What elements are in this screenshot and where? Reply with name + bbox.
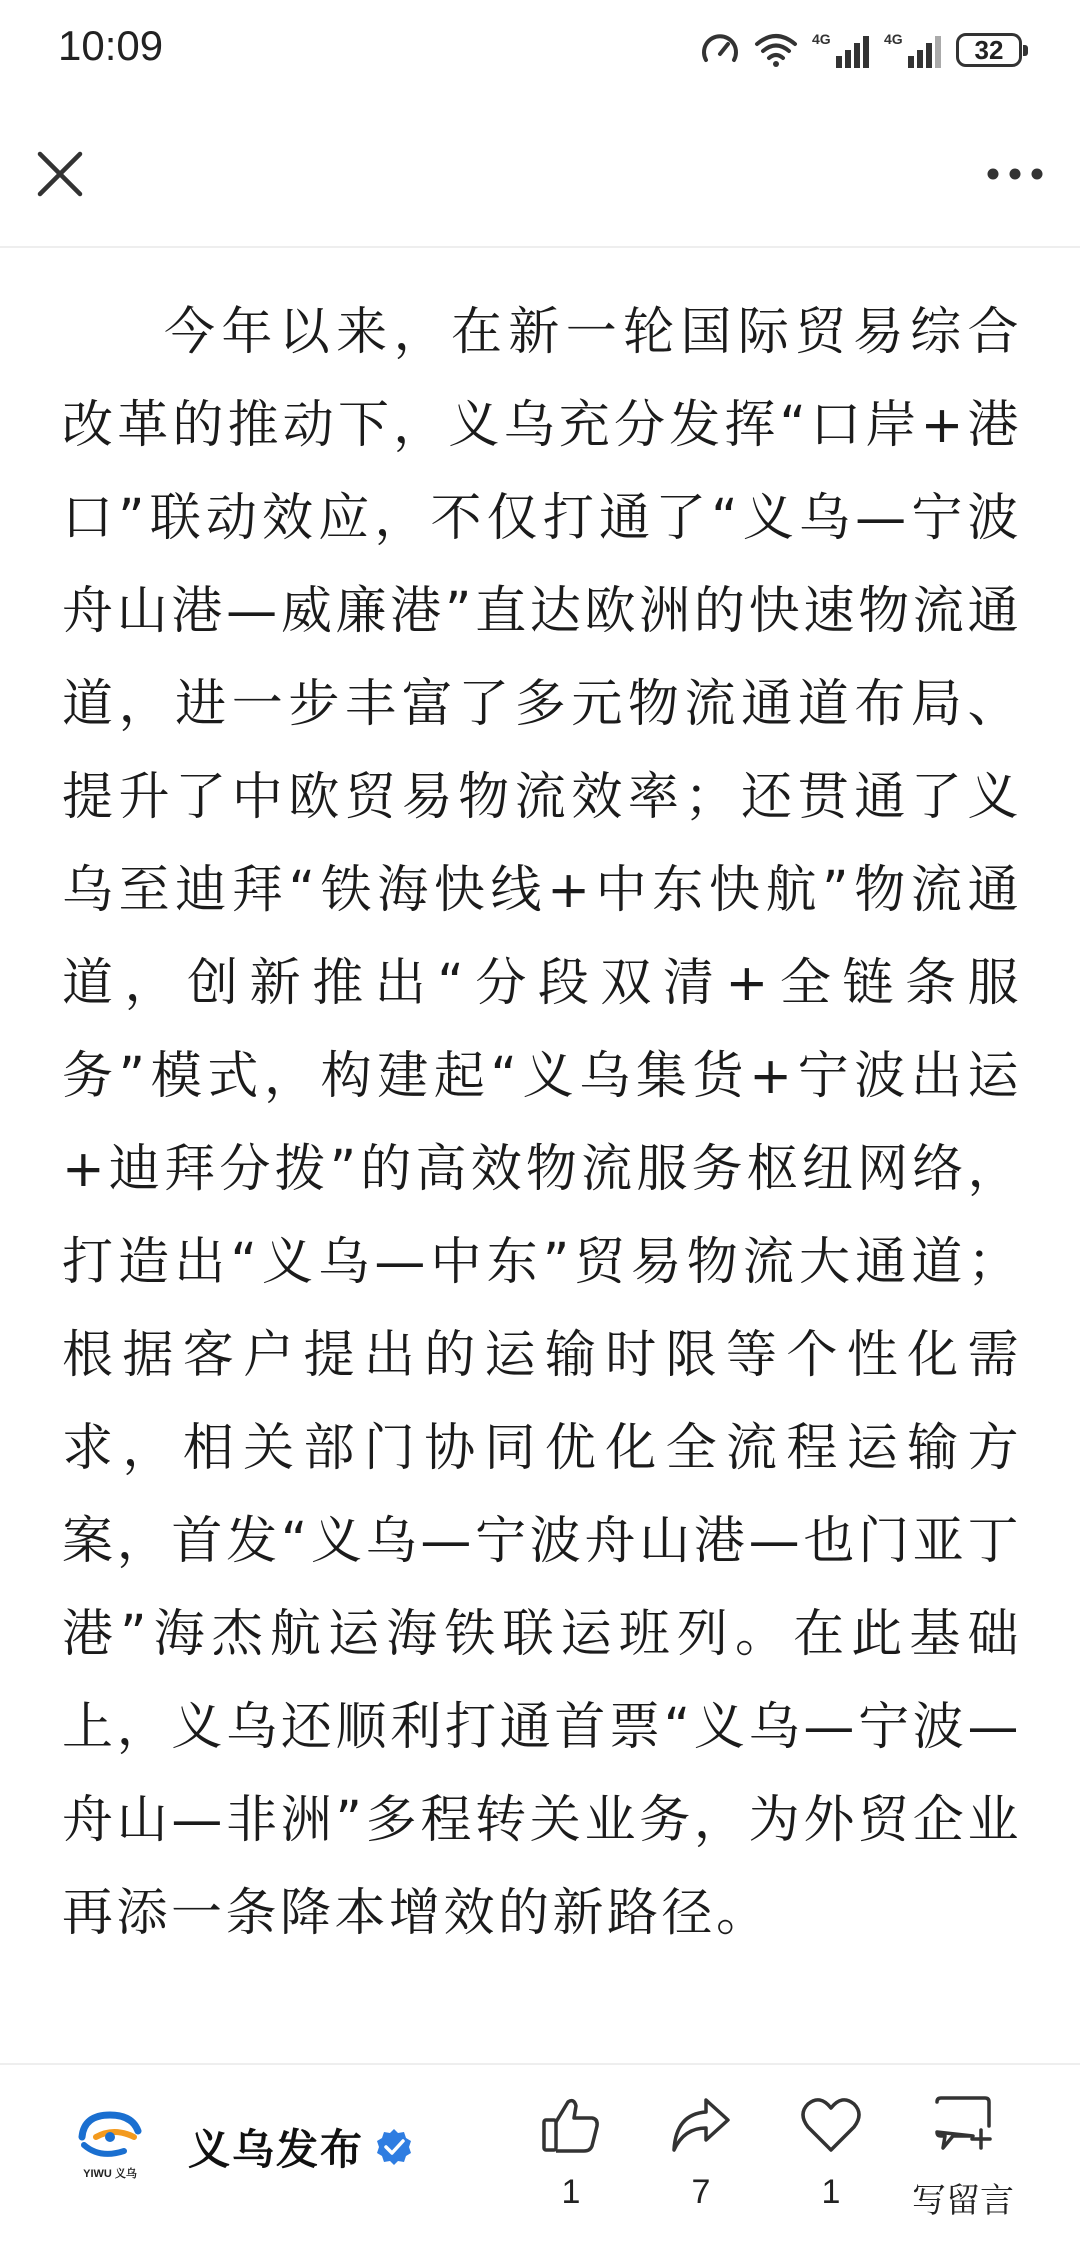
- network-label-2: 4G: [884, 31, 903, 47]
- comment-button[interactable]: [904, 2087, 1022, 2227]
- status-icons: [700, 26, 1022, 74]
- network-label-1: 4G: [812, 31, 831, 47]
- bottom-bar: [0, 2063, 1080, 2244]
- account-name: 义乌发布: [188, 2125, 365, 2174]
- close-icon: [36, 150, 84, 198]
- article-body: 今年以来，在新一轮国际贸易综合改革的推动下，义乌充分发挥“口岸+港口”联动效应，不仅打通了“义乌—宁波舟山港—威廉港”直达欧洲的快速物流通道，进一步丰富了多元物流通道布局、提升了中欧贸易物流效率；还贯通了义乌至迪拜“铁海快线+中东快航”物流通道，创新推出“分段双清+全链条服务”模式，构建起“义乌集货+宁波出运+迪拜分拨”的高效物流服务枢纽网络，打造出“义乌—中东”贸易物流大通道；根据客户提出的运输时限等个性化需求，相关部门协同优化全流程运输方案，首发“义乌—宁波舟山港—也门亚丁港”海杰航运海铁联运班列。在此基础上，义乌还顺利打通首票“义乌—宁波—舟山—非洲”多程转关业务，为外贸企业再添一条降本增效的新路径。: [62, 303, 1022, 1943]
- signal-icon-2: [884, 30, 942, 70]
- signal-icon-1: [812, 30, 870, 70]
- close-button[interactable]: [30, 144, 90, 204]
- share-button[interactable]: [646, 2087, 756, 2227]
- more-icon: [986, 167, 1044, 181]
- like-button[interactable]: [516, 2087, 626, 2227]
- verified-badge-icon: [374, 2127, 414, 2167]
- status-bar: [0, 0, 1080, 100]
- favorite-count: 1: [821, 2173, 841, 2211]
- share-count: 7: [691, 2173, 711, 2211]
- share-icon: [670, 2094, 732, 2156]
- favorite-button[interactable]: [776, 2087, 886, 2227]
- comment-label: 写留言: [912, 2181, 1014, 2221]
- comment-icon: [931, 2094, 995, 2156]
- like-count: 1: [561, 2173, 581, 2211]
- wifi-icon: [754, 32, 798, 68]
- account-info[interactable]: [70, 2107, 414, 2187]
- speed-icon: [700, 30, 740, 70]
- thumbs-up-icon: [540, 2094, 602, 2156]
- logo-text: YIWU 义乌: [83, 2168, 137, 2180]
- top-nav: [0, 100, 1080, 248]
- yiwu-logo-icon: [70, 2107, 150, 2167]
- battery-icon: 32: [956, 33, 1022, 67]
- account-logo: [70, 2107, 150, 2187]
- heart-icon: [800, 2096, 862, 2154]
- more-button[interactable]: [980, 144, 1050, 204]
- status-time: 10:09: [58, 22, 164, 69]
